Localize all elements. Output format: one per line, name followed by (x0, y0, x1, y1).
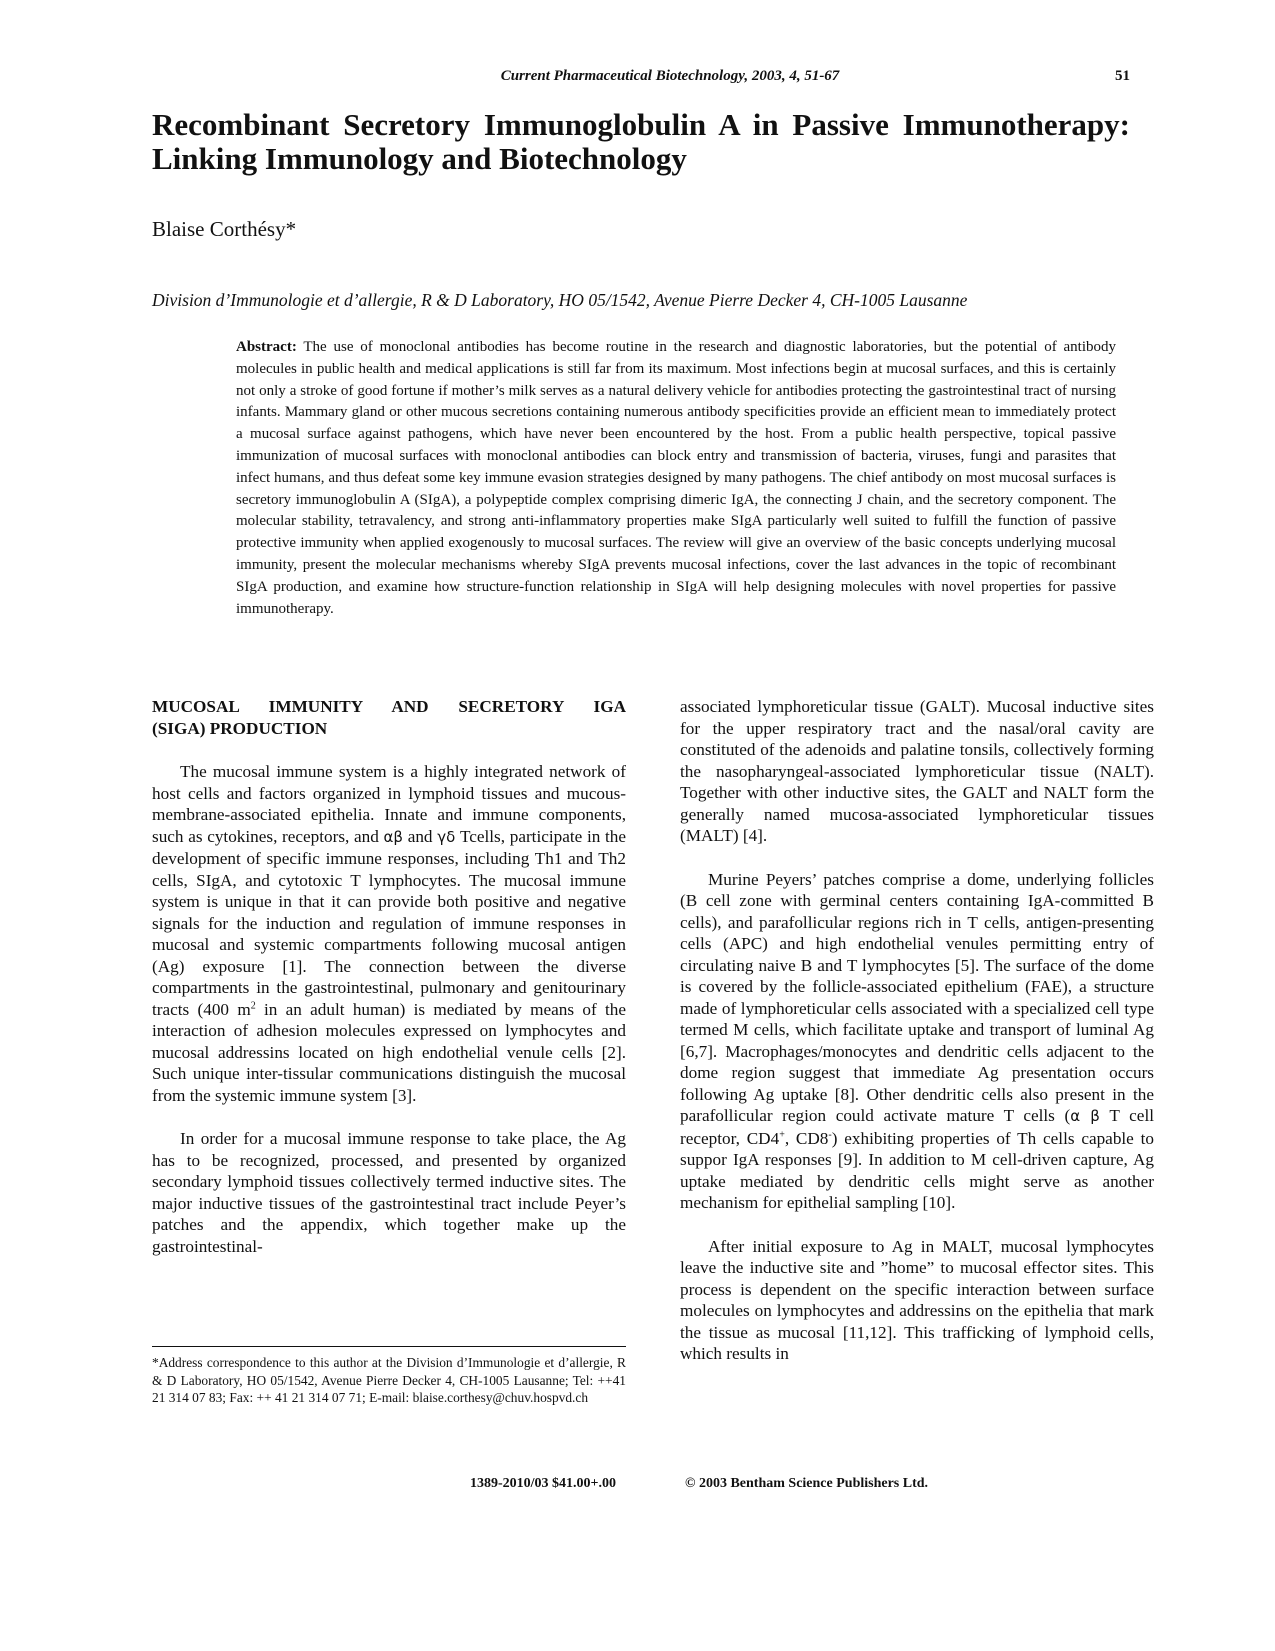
abstract-text: The use of monoclonal antibodies has become routine in the research and diagnostic laboratories, but the potential of antibody molecules in public health and medical applications is still far from its maximum. Most infections begin at mucosal surfaces, and this is certainly not only a stroke of good fortune if mother’s milk serves as a natural delivery vehicle for antibodies protecting the gastrointestinal tract of nursing infants. Mammary gland or other mucous secretions containing numerous antibody specificities provide an efficient mean to immediately protect a mucosal surface against pathogens, which have never been encountered by the host. From a public health perspective, topical passive immunization of mucosal surfaces with monoclonal antibodies can block entry and transmission of bacteria, viruses, fungi and parasites that infect humans, and thus defeat some key immune evasion strategies designed by many pathogens. The chief antibody on most mucosal surfaces is secretory immunoglobulin A (SIgA), a polypeptide complex comprising dimeric IgA, the connecting J chain, and the secretory component. The molecular stability, tetravalency, and strong anti-inflammatory properties make SIgA particularly well suited to fulfill the function of passive protective immunity when applied exogenously to mucosal surfaces. The review will give an overview of the basic concepts underlying mucosal immunity, present the molecular mechanisms whereby SIgA prevents mucosal infections, cover the last advances in the topic of recombinant SIgA production, and examine how structure-function relationship in SIgA will help designing molecules with novel properties for passive immunotherapy. (236, 339, 1116, 617)
paragraph: associated lymphoreticular tissue (GALT). Mucosal inductive sites for the upper respiratory tract and the nasal/oral cavity are constituted of the adenoids and palatine tonsils, collectively forming the nasopharyngeal-associated lymphoreticular tissue (NALT). Together with other inductive sites, the GALT and NALT form the generally named mucosa-associated lymphoreticular tissues (MALT) [4]. (680, 697, 1154, 845)
greek-symbol: α β (1070, 1107, 1100, 1125)
text-run: Tcells, participate in the development of specific immune responses, including Th1 and Th2 cells, SIgA, and cytotoxic T lymphocytes. The mucosal immune system is unique in that it can provide both positive and negative signals for the induction and regulation of immune responses in mucosal and systemic compartments following mucosal antigen (Ag) exposure [1]. The connection between the diverse compartments in the gastrointestinal, pulmonary and genitourinary tracts (400 m (152, 826, 626, 1019)
footnote-rule (152, 1346, 626, 1347)
title-line-2: Linking Immunology and Biotechnology (152, 141, 687, 176)
section-heading-line-2: (SIGA) PRODUCTION (152, 718, 328, 738)
abstract-label: Abstract: (236, 339, 297, 355)
greek-symbol: αβ (383, 827, 403, 846)
abstract (236, 337, 1116, 620)
text-run: in an adult human) is mediated by means of the interaction of adhesion molecules expressed on lymphocytes and mucosal addressins located on high endothelial venule cells [2]. Such unique inter-tissular communications distinguish the mucosal from the systemic immune system [3]. (152, 999, 626, 1105)
text-run: Murine Peyers’ patches comprise a dome, underlying follicles (B cell zone with germinal centers containing IgA-committed B cells), and parafollicular regions rich in T cells, antigen-presenting cells (APC) and high endothelial venules permitting entry of circulating naive B and T lymphocytes [5]. The surface of the dome is covered by the follicle-associated epithelium (FAE), a structure made of lymphoreticular cells associated with a specialized cell type termed M cells, which facilitate uptake and transport of luminal Ag [6,7]. Macrophages/monocytes and dendritic cells adjacent to the dome region suggest that immediate Ag presentation occurs following Ag uptake [8]. Other dendritic cells also present in the parafollicular region could activate mature T cells ( (680, 869, 1154, 1125)
right-column (680, 696, 1154, 1365)
title-line-1: Recombinant Secretory Immunoglobulin A in Passive Immunotherapy: (152, 107, 1130, 142)
text-run: The mucosal immune system is a highly integrated network of host cells and factors organized in lymphoid tissues and mucous-membrane-associated epithelia. Innate and immune components, such as cytokines, receptors, and (152, 762, 626, 846)
article-title (152, 108, 1130, 176)
paragraph: After initial exposure to Ag in MALT, mucosal lymphocytes leave the inductive site and ”home” to mucosal effector sites. This process is dependent on the specific interaction between surface molecules on lymphocytes and addressins on the epithelia that mark the tissue as mucosal [11,12]. This trafficking of lymphoid cells, which results in (680, 1236, 1154, 1363)
journal-citation: Current Pharmaceutical Biotechnology, 2003, 4, 51-67 (500, 68, 840, 84)
superscript: - (828, 1128, 832, 1140)
section-heading (152, 696, 626, 739)
superscript: 2 (250, 999, 256, 1011)
section-heading-line-1: MUCOSAL IMMUNITY AND SECRETORY IGA (152, 697, 626, 716)
text-run: , CD8 (784, 1128, 829, 1148)
superscript: + (779, 1128, 785, 1140)
text-run: and (403, 826, 438, 846)
left-column (152, 696, 626, 1257)
greek-symbol: γδ (437, 827, 456, 846)
paragraph (152, 761, 626, 1106)
paragraph (680, 869, 1154, 1214)
issn-price: 1389-2010/03 $41.00+.00 (470, 1476, 617, 1491)
text-run: T cell receptor, CD4 (680, 1106, 1154, 1148)
correspondence-footnote: *Address correspondence to this author at the Division d’Immunologie et d’allergie, R & D Laboratory, HO 05/1542, Avenue Pierre Decker 4, CH-1005 Lausanne; Tel: ++41 21 314 07 83; Fax: ++ 41 21 314 07 71; E-mail: blaise.corthesy@chuv.hospvd.ch (152, 1355, 626, 1405)
author-name: Blaise Corthésy* (152, 217, 297, 241)
text-run: ) exhibiting properties of Th cells capable to suppor IgA responses [9]. In addition to M cell-driven capture, Ag uptake mediated by dendritic cells might serve as another mechanism for epithelial sampling [10]. (680, 1128, 1154, 1212)
copyright: © 2003 Bentham Science Publishers Ltd. (685, 1476, 929, 1491)
affiliation: Division d’Immunologie et d’allergie, R & D Laboratory, HO 05/1542, Avenue Pierre Decker 4, CH-1005 Lausanne (152, 290, 968, 310)
page-number: 51 (1115, 68, 1130, 84)
paragraph: In order for a mucosal immune response to take place, the Ag has to be recognized, processed, and presented by organized secondary lymphoid tissues collectively termed inductive sites. The major inductive tissues of the gastrointestinal tract include Peyer’s patches and the appendix, which together make up the gastrointestinal- (152, 1129, 626, 1256)
